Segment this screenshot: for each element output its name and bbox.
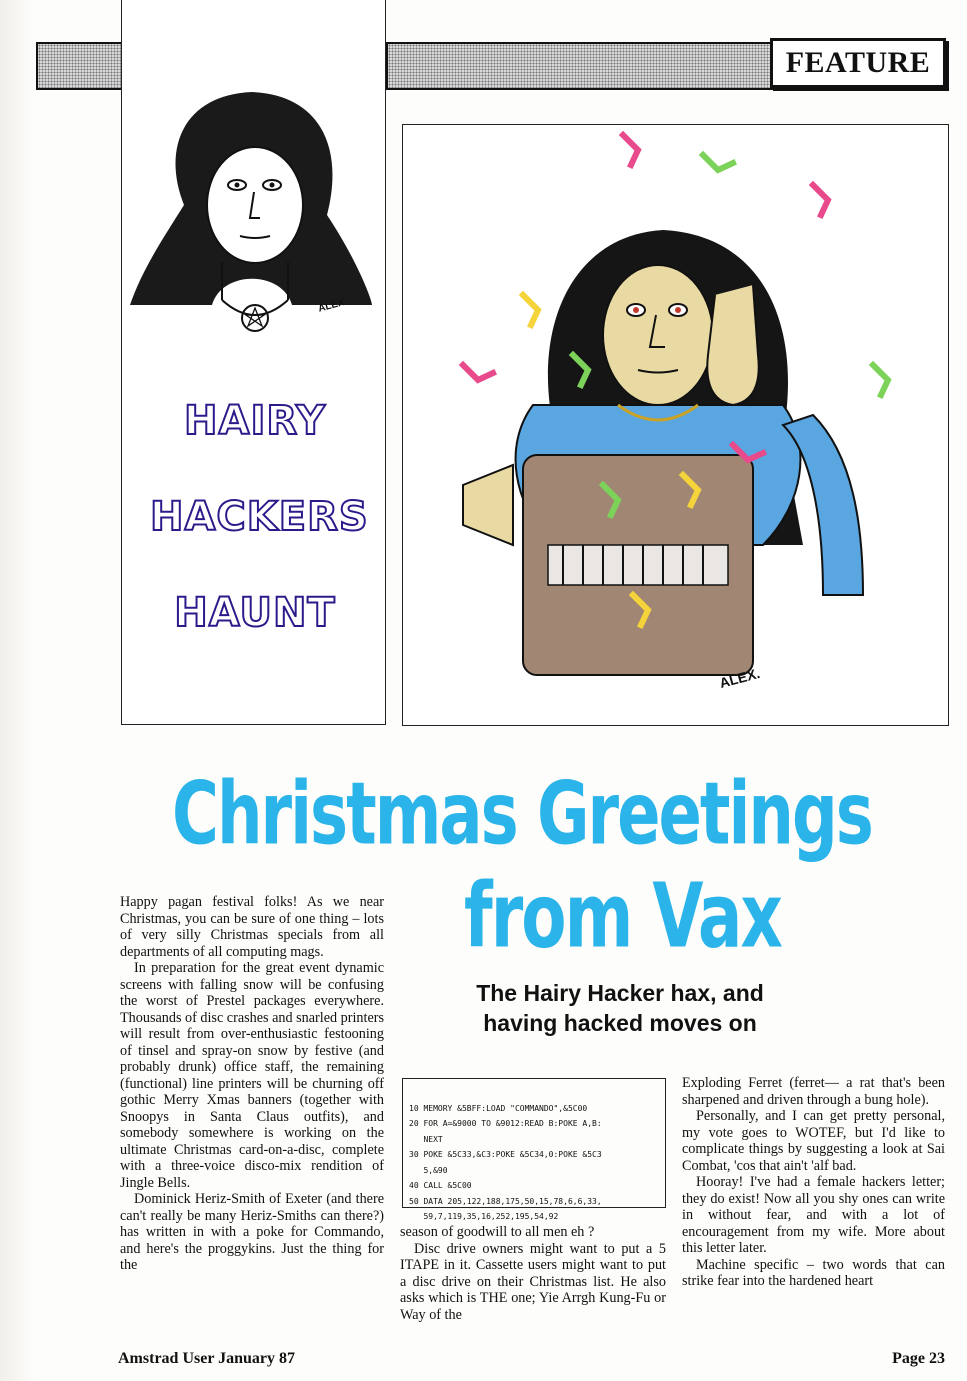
code-line: 5,&90	[409, 1165, 448, 1175]
col1-paragraph-2: In preparation for the great event dynamic screens with falling snow will be confusing the worst of Prestel packages everywhere. Thousands of disc crashes and snarled printers will result from over-enthusiastic festooning of tinsel and spray-on snow by festive (and probably drunk) office staff, the remaining (functional) line printers will be churning off gothic Merry Xmas banners (together with Snoopys in Santa Claus outfits), and somebody somewhere is working on the ultimate Christmas card-on-a-disc, complete with a three-voice disco-mix rendition of Jingle Bells.	[120, 960, 384, 1191]
code-line: NEXT	[409, 1134, 443, 1144]
col1-paragraph-3: Dominick Heriz-Smith of Exeter (and there can't really be many Heriz-Smiths can there?) has written in with a poke for Commando, and here's the proggykins. Just the thing for the	[120, 1191, 384, 1273]
footer-publication: Amstrad User January 87	[118, 1350, 296, 1367]
basic-code-listing	[402, 1078, 666, 1221]
headline-line-2: from Vax	[464, 863, 781, 968]
cartoon-title-line-1: HAIRY	[184, 398, 326, 444]
col2-paragraph-2: Disc drive owners might want to put a 5 ITAPE in it. Cassette users might want to put a disc drive on their Christmas list. He also asks which is THE one; Yie Arrgh Kung-Fu or Way of the	[400, 1240, 666, 1323]
right-cartoon-panel	[402, 124, 949, 726]
footer-page-number: Page 23	[892, 1350, 945, 1367]
cartoon-title-line-3: HAUNT	[174, 590, 336, 636]
section-label: FEATURE	[770, 38, 946, 88]
cartoon-title-line-2: HACKERS	[150, 494, 369, 540]
col2-paragraph-1: season of goodwill to all men eh ?	[400, 1224, 595, 1240]
code-line: 20 FOR A=&9000 TO &9012:READ B:POKE A,B:	[409, 1119, 602, 1128]
headline-line-1: Christmas Greetings	[172, 765, 872, 866]
col1-paragraph-1: Happy pagan festival folks! As we near Christmas, you can be sure of one thing – lots of very silly Christmas specials from all departments of all computing mags.	[120, 894, 384, 960]
col3-paragraph-2: Personally, and I can get pretty personal, my vote goes to WOTEF, but I'd like to complicate things by suggesting a look at Sai Combat, 'cos that ain't 'alf bad.	[682, 1108, 945, 1174]
code-line: 10 MEMORY &5BFF:LOAD "COMMANDO",&5C00	[409, 1103, 588, 1113]
right-signature: ALEX.	[717, 664, 762, 692]
hacker-at-computer-illustration	[403, 125, 948, 725]
left-signature: ALEX.	[317, 296, 349, 315]
article-column-1	[120, 894, 384, 1274]
col3-paragraph-3: Hooray! I've had a female hackers letter; they do exist! Now all you shy ones can write in without fear, and with a lot of encouragement from my wife. More about this letter later.	[682, 1174, 945, 1256]
header-band-left	[36, 42, 124, 90]
header-band-right	[386, 42, 774, 90]
subheadline: The Hairy Hacker hax, and having hacked moves on	[476, 980, 764, 1036]
article-column-2	[400, 1224, 666, 1323]
code-line: 50 DATA 205,122,188,175,50,15,78,6,6,33,	[409, 1196, 602, 1206]
page-binding-edge	[0, 0, 34, 1381]
code-line: 40 CALL &5C00	[409, 1181, 472, 1190]
col3-paragraph-1: Exploding Ferret (ferret— a rat that's been sharpened and driven through a bung hole).	[682, 1075, 945, 1108]
code-line: 59,7,119,35,16,252,195,54,92	[409, 1212, 559, 1221]
col3-paragraph-4: Machine specific – two words that can strike fear into the hardened heart	[682, 1256, 945, 1289]
code-line: 30 POKE &5C33,&C3:POKE &5C34,0:POKE &5C3	[409, 1150, 602, 1159]
article-column-3	[682, 1075, 945, 1290]
